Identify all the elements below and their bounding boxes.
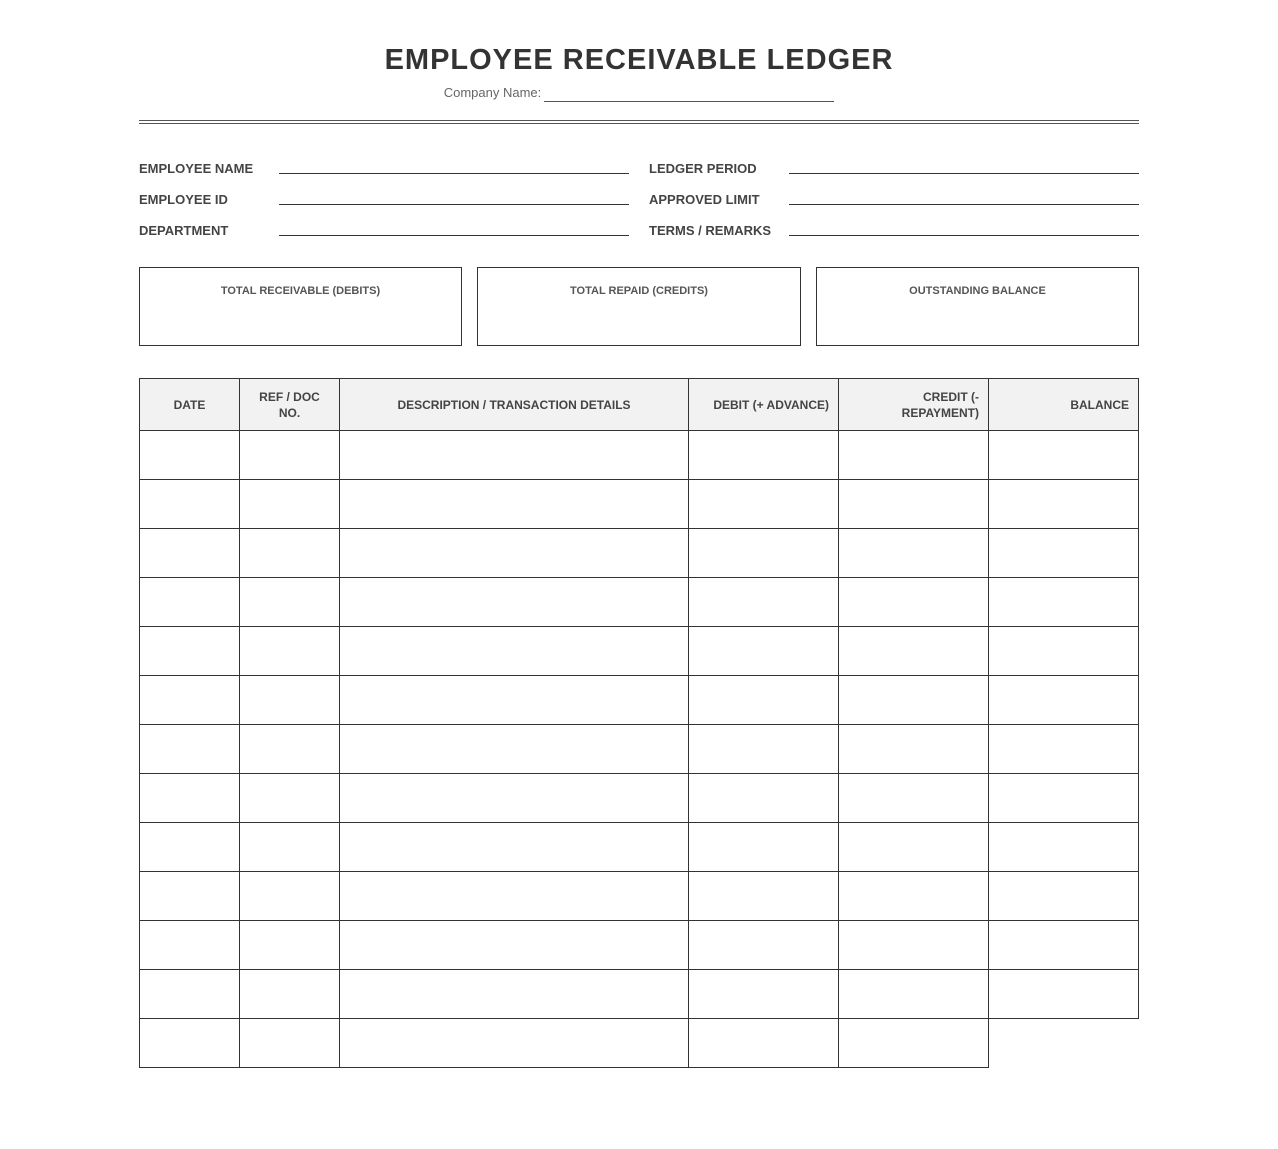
ledger-header	[140, 379, 1139, 431]
table-row	[140, 774, 1139, 823]
company-name-field[interactable]	[544, 88, 834, 102]
cell-ref-doc-no[interactable]	[240, 774, 340, 823]
cell-description[interactable]	[340, 823, 689, 872]
cell-description[interactable]	[340, 676, 689, 725]
cell-ref-doc-no[interactable]	[240, 872, 340, 921]
table-row	[140, 823, 1139, 872]
cell-balance[interactable]	[989, 431, 1139, 480]
cell-credit[interactable]	[839, 627, 989, 676]
approved-limit-row	[649, 191, 1139, 215]
cell-date[interactable]	[140, 1019, 240, 1068]
cell-ref-doc-no[interactable]	[240, 627, 340, 676]
total-repaid-box[interactable]	[477, 267, 801, 346]
cell-ref-doc-no[interactable]	[240, 823, 340, 872]
cell-debit[interactable]	[689, 872, 839, 921]
cell-credit[interactable]	[839, 1019, 989, 1068]
employee-id-field[interactable]	[279, 204, 629, 205]
total-repaid-label: TOTAL REPAID (CREDITS)	[570, 285, 708, 297]
department-label: DEPARTMENT	[139, 223, 229, 238]
outstanding-balance-box[interactable]	[816, 267, 1139, 346]
cell-description[interactable]	[340, 578, 689, 627]
cell-description[interactable]	[340, 921, 689, 970]
cell-ref-doc-no[interactable]	[240, 480, 340, 529]
table-row	[140, 676, 1139, 725]
cell-debit[interactable]	[689, 676, 839, 725]
ledger-period-row	[649, 160, 1139, 184]
ledger-body	[140, 431, 1139, 1068]
column-header-balance: BALANCE	[989, 379, 1139, 431]
cell-date[interactable]	[140, 627, 240, 676]
cell-date[interactable]	[140, 823, 240, 872]
column-header-ref-doc-no: REF / DOC NO.	[240, 379, 340, 431]
cell-debit[interactable]	[689, 921, 839, 970]
cell-date[interactable]	[140, 921, 240, 970]
cell-description[interactable]	[340, 627, 689, 676]
table-row	[140, 627, 1139, 676]
cell-date[interactable]	[140, 725, 240, 774]
cell-balance[interactable]	[989, 627, 1139, 676]
cell-debit[interactable]	[689, 970, 839, 1019]
column-header-credit: CREDIT (- REPAYMENT)	[839, 379, 989, 431]
cell-description[interactable]	[340, 970, 689, 1019]
cell-description[interactable]	[340, 431, 689, 480]
cell-ref-doc-no[interactable]	[240, 578, 340, 627]
cell-credit[interactable]	[839, 970, 989, 1019]
column-header-debit: DEBIT (+ ADVANCE)	[689, 379, 839, 431]
cell-credit[interactable]	[839, 676, 989, 725]
cell-credit[interactable]	[839, 872, 989, 921]
cell-description[interactable]	[340, 480, 689, 529]
cell-balance[interactable]	[989, 774, 1139, 823]
approved-limit-label: APPROVED LIMIT	[649, 192, 760, 207]
terms-remarks-row	[649, 222, 1139, 246]
cell-credit[interactable]	[839, 774, 989, 823]
approved-limit-field[interactable]	[789, 204, 1139, 205]
total-receivable-box[interactable]	[139, 267, 462, 346]
cell-balance[interactable]	[989, 529, 1139, 578]
cell-date[interactable]	[140, 480, 240, 529]
cell-ref-doc-no[interactable]	[240, 921, 340, 970]
cell-debit[interactable]	[689, 578, 839, 627]
column-header-description: DESCRIPTION / TRANSACTION DETAILS	[340, 379, 689, 431]
outstanding-balance-label: OUTSTANDING BALANCE	[909, 285, 1046, 297]
cell-balance[interactable]	[989, 921, 1139, 970]
terms-remarks-field[interactable]	[789, 235, 1139, 236]
cell-credit[interactable]	[839, 578, 989, 627]
cell-date[interactable]	[140, 872, 240, 921]
cell-balance[interactable]	[989, 578, 1139, 627]
ledger-period-label: LEDGER PERIOD	[649, 161, 757, 176]
cell-debit[interactable]	[689, 725, 839, 774]
cell-credit[interactable]	[839, 823, 989, 872]
cell-balance[interactable]	[989, 676, 1139, 725]
cell-date[interactable]	[140, 970, 240, 1019]
ledger-period-field[interactable]	[789, 173, 1139, 174]
department-row	[139, 222, 629, 246]
column-header-date: DATE	[140, 379, 240, 431]
employee-name-label: EMPLOYEE NAME	[139, 161, 254, 176]
cell-balance[interactable]	[989, 823, 1139, 872]
table-row	[140, 529, 1139, 578]
company-name-row	[139, 84, 1139, 102]
cell-debit[interactable]	[689, 431, 839, 480]
cell-balance[interactable]	[989, 872, 1139, 921]
cell-credit[interactable]	[839, 921, 989, 970]
header-divider	[139, 120, 1139, 124]
page-title: EMPLOYEE RECEIVABLE LEDGER	[384, 44, 894, 76]
cell-date[interactable]	[140, 431, 240, 480]
table-row	[140, 1019, 1139, 1068]
cell-ref-doc-no[interactable]	[240, 1019, 340, 1068]
table-row	[140, 970, 1139, 1019]
cell-balance[interactable]	[989, 480, 1139, 529]
cell-ref-doc-no[interactable]	[240, 725, 340, 774]
cell-description[interactable]	[340, 774, 689, 823]
cell-credit[interactable]	[839, 725, 989, 774]
cell-date[interactable]	[140, 676, 240, 725]
employee-name-field[interactable]	[279, 173, 629, 174]
cell-description[interactable]	[340, 725, 689, 774]
terms-remarks-label: TERMS / REMARKS	[649, 223, 772, 238]
department-field[interactable]	[279, 235, 629, 236]
cell-credit[interactable]	[839, 431, 989, 480]
cell-description[interactable]	[340, 1019, 689, 1068]
employee-id-label: EMPLOYEE ID	[139, 192, 228, 207]
cell-debit[interactable]	[689, 480, 839, 529]
table-row	[140, 431, 1139, 480]
cell-debit[interactable]	[689, 823, 839, 872]
cell-debit[interactable]	[689, 529, 839, 578]
cell-description[interactable]	[340, 872, 689, 921]
cell-balance[interactable]	[989, 725, 1139, 774]
cell-credit[interactable]	[839, 529, 989, 578]
table-row	[140, 921, 1139, 970]
table-row	[140, 578, 1139, 627]
cell-credit[interactable]	[839, 480, 989, 529]
employee-name-row	[139, 160, 629, 184]
cell-date[interactable]	[140, 774, 240, 823]
cell-date[interactable]	[140, 578, 240, 627]
cell-debit[interactable]	[689, 1019, 839, 1068]
cell-balance[interactable]	[989, 970, 1139, 1019]
company-name-label: Company Name:	[443, 85, 542, 100]
cell-ref-doc-no[interactable]	[240, 970, 340, 1019]
cell-ref-doc-no[interactable]	[240, 529, 340, 578]
employee-id-row	[139, 191, 629, 215]
empty-space	[989, 1019, 1139, 1068]
table-row	[140, 725, 1139, 774]
total-receivable-label: TOTAL RECEIVABLE (DEBITS)	[220, 285, 381, 297]
cell-date[interactable]	[140, 529, 240, 578]
cell-description[interactable]	[340, 529, 689, 578]
cell-ref-doc-no[interactable]	[240, 431, 340, 480]
cell-debit[interactable]	[689, 774, 839, 823]
ledger-table	[139, 378, 1139, 1068]
table-row	[140, 872, 1139, 921]
cell-ref-doc-no[interactable]	[240, 676, 340, 725]
table-row	[140, 480, 1139, 529]
cell-debit[interactable]	[689, 627, 839, 676]
